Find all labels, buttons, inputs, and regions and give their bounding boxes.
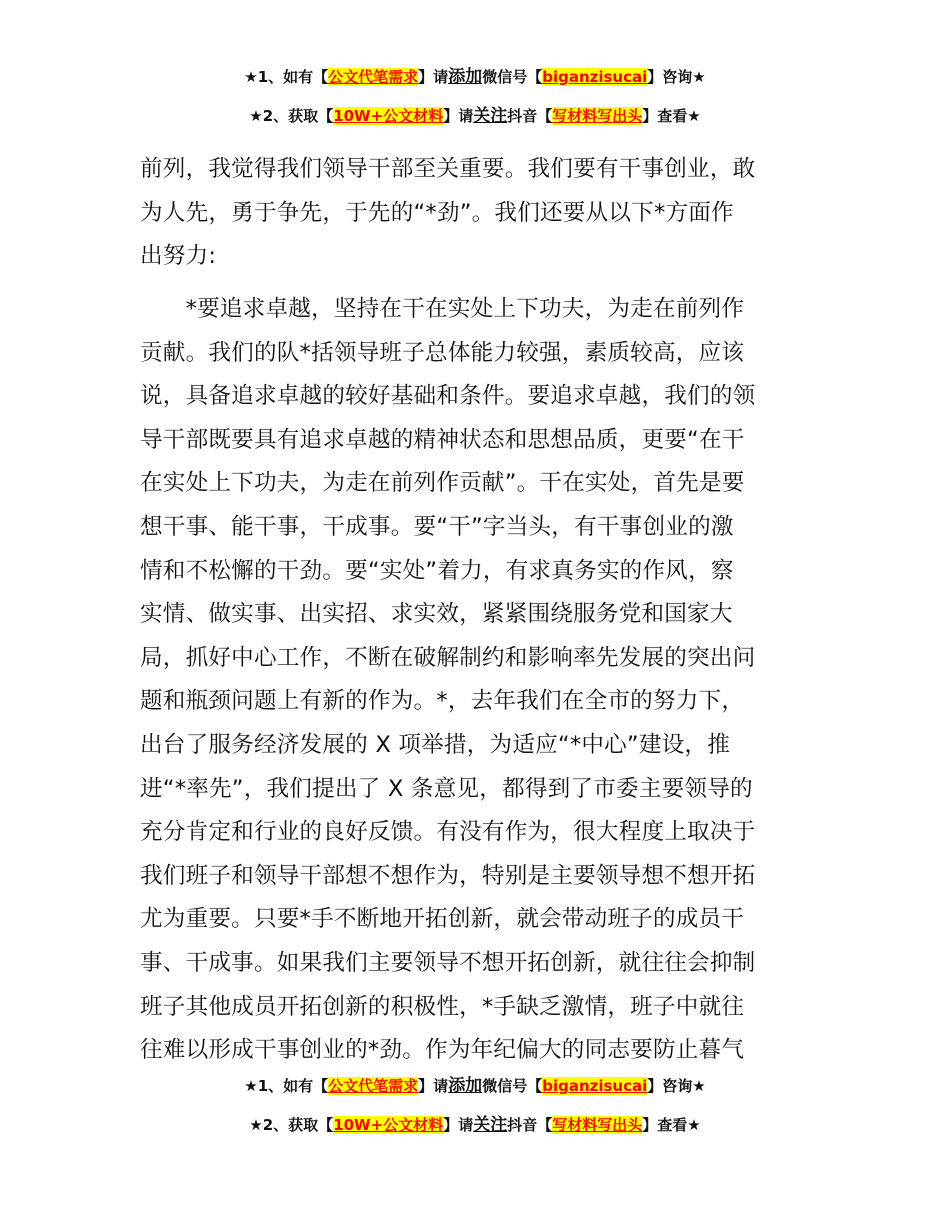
text-line: 想干事、能干事，干成事。要“干”字当头，有干事创业的激 [140, 513, 734, 540]
paragraph-1 [140, 148, 812, 279]
promo-highlight: 公文代笔需求 [328, 1077, 419, 1095]
promo-douyin-id: 写材料写出头 [552, 1116, 643, 1134]
promo-emphasis: 关注 [473, 106, 508, 126]
footer-promo-line-1 [0, 1075, 950, 1097]
text-line: 情和不松懈的干劲。要“实处”着力，有求真务实的作风，察 [140, 557, 734, 584]
text-line: 题和瓶颈问题上有新的作为。*，去年我们在全市的努力下， [140, 688, 745, 715]
promo-text: ★2、获取【 [249, 1116, 334, 1134]
paragraph-2 [140, 288, 812, 1073]
promo-highlight: 10W+公文材料 [333, 107, 444, 125]
promo-text: 】查看★ [642, 1116, 701, 1134]
promo-highlight: 公文代笔需求 [328, 68, 419, 86]
promo-wechat-id: biganzisucai [542, 1077, 648, 1095]
promo-text: 抖音【 [507, 1116, 553, 1134]
text-line: 班子其他成员开拓创新的积极性，*手缺乏激情，班子中就往 [140, 993, 745, 1020]
promo-text: ★1、如有【 [244, 1077, 329, 1095]
promo-text: ★1、如有【 [244, 68, 329, 86]
promo-emphasis: 关注 [473, 1115, 508, 1135]
header-promo-line-2 [0, 105, 950, 127]
promo-emphasis: 添加 [448, 1076, 483, 1096]
promo-text: 】请 [418, 1077, 449, 1095]
promo-text: 】请 [443, 107, 474, 125]
text-line: 导干部既要具有追求卓越的精神状态和思想品质，更要“在干 [140, 426, 745, 453]
promo-text: 】查看★ [642, 107, 701, 125]
header-promo-line-1 [0, 66, 950, 88]
text-line: 贡献。我们的队*括领导班子总体能力较强，素质较高，应该 [140, 339, 745, 366]
text-line: 往难以形成干事创业的*劲。作为年纪偏大的同志要防止暮气 [140, 1037, 745, 1064]
promo-text: 】咨询★ [647, 68, 706, 86]
promo-text: 】请 [418, 68, 449, 86]
text-line: 实情、做实事、出实招、求实效，紧紧围绕服务党和国家大 [140, 601, 733, 628]
text-line: 我们班子和领导干部想不想作为，特别是主要领导想不想开拓 [140, 862, 756, 889]
promo-highlight: 10W+公文材料 [333, 1116, 444, 1134]
text-line: 出台了服务经济发展的 X 项举措，为适应“*中心”建设，推 [140, 731, 731, 758]
promo-text: 微信号【 [482, 1077, 543, 1095]
promo-douyin-id: 写材料写出头 [552, 107, 643, 125]
text-line: *要追求卓越，坚持在干在实处上下功夫，为走在前列作 [140, 296, 745, 322]
text-line: 出努力: [140, 243, 217, 270]
promo-text: 】咨询★ [647, 1077, 706, 1095]
promo-text: 】请 [443, 1116, 474, 1134]
promo-wechat-id: biganzisucai [542, 68, 648, 86]
footer-promo-line-2 [0, 1114, 950, 1136]
promo-text: 微信号【 [482, 68, 543, 86]
text-line: 前列，我觉得我们领导干部至关重要。我们要有干事创业，敢 [140, 156, 756, 182]
text-line: 事、干成事。如果我们主要领导不想开拓创新，就往往会抑制 [140, 949, 756, 976]
promo-text: ★2、获取【 [249, 107, 334, 125]
promo-text: 抖音【 [507, 107, 553, 125]
text-line: 说，具备追求卓越的较好基础和条件。要追求卓越，我们的领 [140, 383, 756, 410]
text-line: 充分肯定和行业的良好反馈。有没有作为，很大程度上取决于 [140, 819, 756, 846]
text-line: 尤为重要。只要*手不断地开拓创新，就会带动班子的成员干 [140, 906, 745, 933]
promo-emphasis: 添加 [448, 67, 483, 87]
text-line: 进“*率先”，我们提出了 X 条意见，都得到了市委主要领导的 [140, 775, 753, 802]
text-line: 局，抓好中心工作，不断在破解制约和影响率先发展的突出问 [140, 644, 756, 671]
text-line: 为人先，勇于争先，于先的“*劲”。我们还要从以下*方面作 [140, 199, 734, 226]
text-line: 在实处上下功夫，为走在前列作贡献”。干在实处，首先是要 [140, 470, 745, 497]
